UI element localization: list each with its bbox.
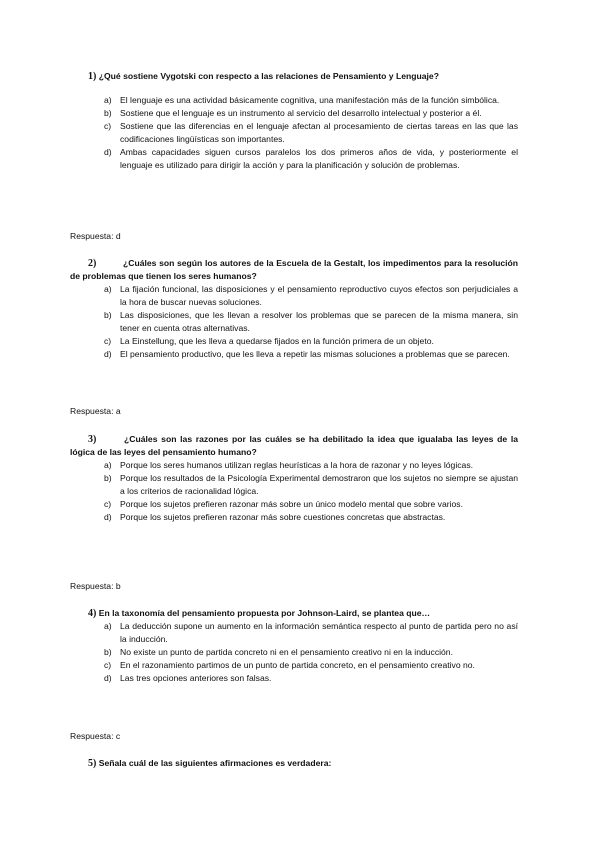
question-2-option-c: c) La Einstellung, que les lleva a quedarse fijados en la función primera de un objeto. [104,336,434,346]
question-2 [70,257,518,361]
question-4-option-d: d) Las tres opciones anteriores son falsas. [104,673,272,683]
question-3-option-c: c) Porque los sujetos prefieren razonar más sobre un único modelo mental que sobre varios. [104,499,463,509]
question-1-option-a: a) El lenguaje es una actividad básicamente cognitiva, una manifestación más de la función simbólica. [104,95,500,105]
question-2-option-a: a) La fijación funcional, las disposiciones y el pensamiento reproductivo cuyos efectos son perjudiciales a la hora de buscar nuevas soluciones. [104,284,518,307]
question-3 [70,433,518,524]
question-4-number: 4) [88,608,97,619]
question-2-text: ¿Cuáles son según los autores de la Escuela de la Gestalt, los impedimentos para la resolución de problemas que tienen los seres humanos? [70,258,519,281]
question-4-text: En la taxonomía del pensamiento propuesta por Johnson-Laird, se plantea que… [98,608,431,618]
question-1 [70,70,518,172]
question-2-answer: Respuesta: a [70,406,121,416]
question-4-title [70,607,518,620]
question-1-option-c: c) Sostiene que las diferencias en el lenguaje afectan al procesamiento de ciertas tareas en las que las codificaciones lingüísticas son importantes. [104,121,518,144]
question-2-number: 2) [88,258,97,269]
question-3-option-a: a) Porque los seres humanos utilizan reglas heurísticas a la hora de razonar y no leyes lógicas. [104,460,474,470]
question-4-option-c: c) En el razonamiento partimos de un punto de partida concreto, en el pensamiento creativo no. [104,660,475,670]
question-3-answer: Respuesta: b [70,581,121,591]
question-4-option-a: a) La deducción supone un aumento en la información semántica respecto al punto de partida pero no así la inducción. [104,621,518,644]
question-3-option-d: d) Porque los sujetos prefieren razonar más sobre cuestiones concretas que abstractas. [104,512,446,522]
question-1-text: ¿Qué sostiene Vygotski con respecto a las relaciones de Pensamiento y Lenguaje? [98,71,439,81]
question-4 [70,607,518,685]
question-1-title [70,70,518,83]
question-3-number: 3) [88,434,97,445]
question-1-number: 1) [88,71,97,82]
question-1-option-b: b) Sostiene que el lenguaje es un instrumento al servicio del desarrollo intelectual y posterior a él. [104,108,482,118]
question-2-option-b: b) Las disposiciones, que les llevan a resolver los problemas que se parecen de la misma manera, sin tener en cuenta otras alternativas. [104,310,518,333]
question-1-answer: Respuesta: d [70,231,121,241]
question-4-option-b: b) No existe un punto de partida concreto ni en el pensamiento creativo ni en la inducción. [104,647,453,657]
question-4-answer: Respuesta: c [70,731,121,741]
question-3-text: ¿Cuáles son las razones por las cuáles se ha debilitado la idea que igualaba las leyes de la lógica de las leyes del pensamiento humano? [70,434,518,457]
question-2-option-d: d) El pensamiento productivo, que les lleva a repetir las mismas soluciones a problemas que se parecen. [104,349,510,359]
question-5-number: 5) [88,758,97,769]
question-3-option-b: b) Porque los resultados de la Psicología Experimental demostraron que los sujetos no siempre se ajustan a los criterios de racionalidad lógica. [104,473,518,496]
question-3-title [70,433,518,459]
question-5-title [70,757,518,770]
question-5-text: Señala cuál de las siguientes afirmaciones es verdadera: [98,758,332,768]
question-5 [70,757,518,770]
question-2-title [70,257,518,283]
question-1-option-d: d) Ambas capacidades siguen cursos paralelos los dos primeros años de vida, y posteriormente el lenguaje es utilizado para dirigir la acción y para la planificación y solución de problemas. [104,147,518,170]
